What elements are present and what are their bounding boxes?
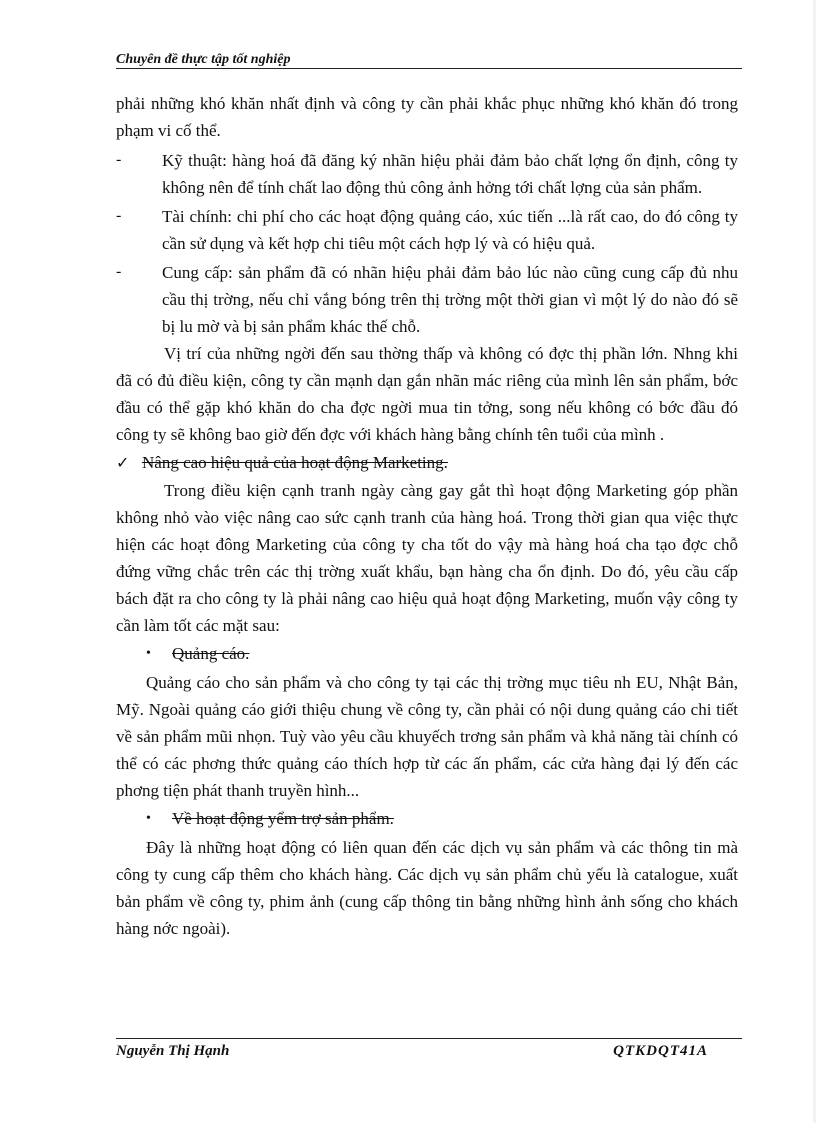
section-heading xyxy=(116,449,738,477)
subheading-text: Về hoạt động yểm trợ sản phẩm. xyxy=(172,809,394,828)
paragraph-marketing: Trong điều kiện cạnh tranh ngày càng gay gắt thì hoạt động Marketing góp phần không nhỏ vào việc nâng cao sức cạnh tranh của hàng hoá. Trong thời gian qua việc thực hiện các hoạt đông Marketing của công ty cha tốt do vậy mà hàng hoá cha tạo đợc chỗ đứng vững chắc trên các thị trờng xuất khẩu, bạn hàng cha ổn định. Do đó, yêu cầu cấp bách đặt ra cho công ty là phải nâng cao hiệu quả hoạt động Marketing, muốn vậy công ty cần làm tốt các mặt sau: xyxy=(116,481,738,635)
bullet-icon: • xyxy=(146,811,151,826)
subheading-text: Quảng cáo. xyxy=(172,644,250,663)
page-header xyxy=(116,50,742,69)
paragraph-continuation: phải những khó khăn nhất định và công ty cần phải khắc phục những khó khăn đó trong phạm vi cố thể. xyxy=(116,94,738,140)
subheading-support xyxy=(146,804,738,834)
list-item xyxy=(116,147,738,201)
footer-class-code: QTKDQT41A xyxy=(613,1043,708,1059)
list-item xyxy=(116,259,738,340)
dash-marker: - xyxy=(116,263,122,280)
page-footer xyxy=(116,1038,742,1060)
list-item-text: Kỹ thuật: hàng hoá đã đăng ký nhãn hiệu phải đảm bảo chất lợng ổn định, công ty không nên để tính chất lao động thủ công ảnh hởng tới chất lợng của sản phẩm. xyxy=(162,151,738,197)
dash-marker: - xyxy=(116,207,122,224)
list-item-text: Cung cấp: sản phẩm đã có nhãn hiệu phải đảm bảo lúc nào cũng cung cấp đủ nhu cầu thị trờng, nếu chỉ vắng bóng trên thị trờng một thời gian vì một lý do nào đó sẽ bị lu mờ và bị sản phẩm khác thế chỗ. xyxy=(162,263,738,336)
paragraph-support: Đây là những hoạt động có liên quan đến các dịch vụ sản phẩm và các thông tin mà công ty cung cấp thêm cho khách hàng. Các dịch vụ sản phẩm chủ yếu là catalogue, xuất bản phẩm về công ty, phim ảnh (cung cấp thông tin bằng những hình ảnh sống cho khách hàng nớc ngoài). xyxy=(116,838,738,938)
subheading-advertising xyxy=(146,639,738,669)
list-item-text: Tài chính: chi phí cho các hoạt động quảng cáo, xúc tiến ...là rất cao, do đó công ty cần sử dụng và kết hợp chi tiêu một cách hợp lý và có hiệu quả. xyxy=(162,207,738,253)
dash-marker: - xyxy=(116,151,122,168)
footer-author: Nguyễn Thị Hạnh xyxy=(116,1043,230,1059)
bullet-icon: • xyxy=(146,646,151,661)
page-content xyxy=(116,90,738,942)
section-heading-text: Nâng cao hiệu quả của hoạt động Marketing. xyxy=(142,453,448,472)
paragraph-advertising: Quảng cáo cho sản phẩm và cho công ty tại các thị trờng mục tiêu nh EU, Nhật Bản, Mỹ. Ngoài quảng cáo giới thiệu chung về công ty, cần phải có nội dung quảng cáo chi tiết về sản phẩm mũi nhọn. Tuỳ vào yêu cầu khuyếch trơng sản phẩm và khả năng tài chính có thể có các phơng thức quảng cáo thích hợp từ các ấn phẩm, các cửa hàng đại lý đến các phơng tiện phát thanh truyền hình... xyxy=(116,673,738,800)
checkmark-icon: ✓ xyxy=(116,455,130,472)
list-item xyxy=(116,203,738,257)
header-title: Chuyên đề thực tập tốt nghiệp xyxy=(116,52,291,67)
paragraph-position: Vị trí của những ngời đến sau thờng thấp và không có đợc thị phần lớn. Nhng khi đã có đủ điều kiện, công ty cần mạnh dạn gắn nhãn mác riêng của mình lên sản phẩm, bớc đầu có thể gặp khó khăn do cha đợc ngời mua tin tởng, song nếu không có bớc đầu đó công ty sẽ không bao giờ đến đợc với khách hàng bằng chính tên tuổi của mình . xyxy=(116,344,738,444)
